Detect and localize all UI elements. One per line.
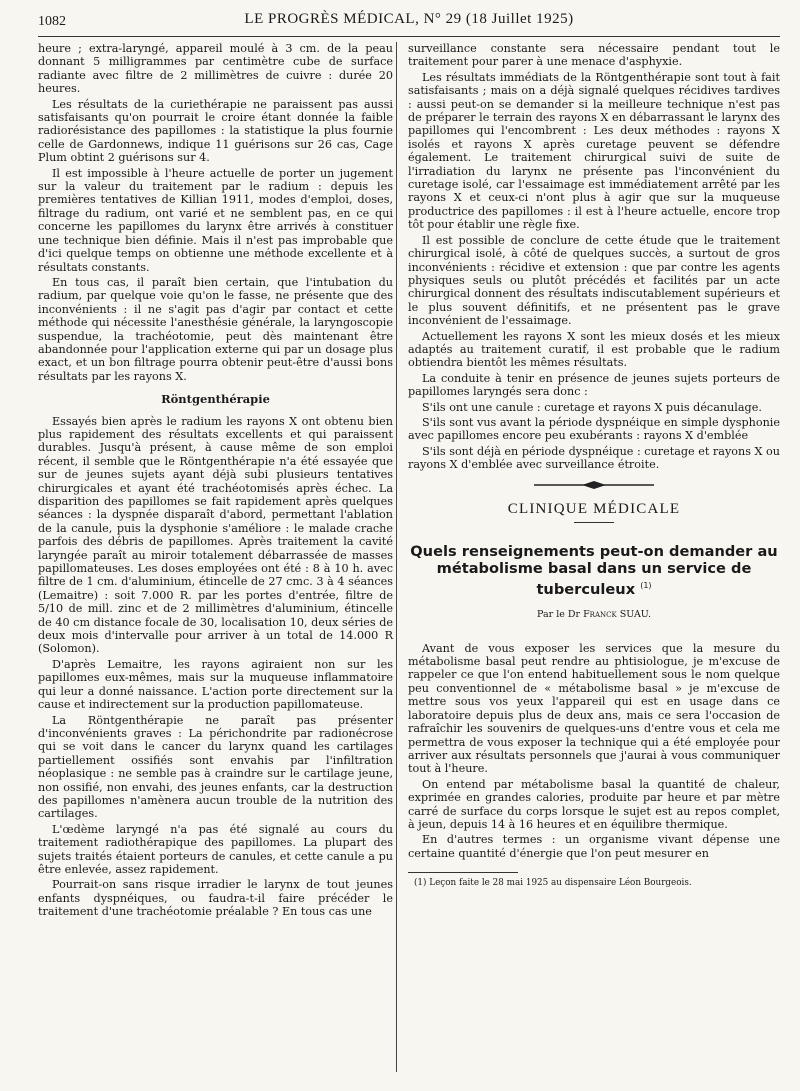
paragraph: Avant de vous exposer les services que la mesure du métabolisme basal peut rendre au phtisiologue, je m'excuse de rappeler ce que l'on entend habituellement sous le nom quelque peu conventionnel de « métabolisme basal » je m'excuse de mettre sous vos yeux l'appareil qui est en usage dans ce laboratoire depuis plus de deux ans, mais ce sera l'occasion de rafraîchir les souvenirs de quelques-uns d'entre vous et cela me permettra de vous exposer la technique qui a été employée pour arriver aux résultats personnels que j'aurai à vous communiquer tout à l'heure.: [408, 641, 780, 776]
paragraph: Essayés bien après le radium les rayons X ont obtenu bien plus rapidement des résultats excellents et qui paraissent durables. Jusqu'à présent, à cause même de son emploi récent, il semble que le Röntgenthérapie n'a été essayée que sur de jeunes sujets ayant déjà subi plusieurs tentatives chirurgicales et ayant été trachéotomisés après échec. La disparition des papillomes se fait rapidement après quelques séances : la dyspnée disparaît d'abord, permettant l'ablation de la canule, puis la dysphonie s'améliore : le malade crache parfois des débris de papillomes. Après traitement la cavité laryngée paraît au miroir totalement débarrassée de masses papillomateuses. Les doses employées ont été : 8 à 10 h. avec filtre de 1 cm. d'aluminium, étincelle de 27 cmc. 3 à 4 séances (Lemaitre) : soit 7.000 R. par les portes d'entrée, filtre de 5/10 de mill. zinc et de 2 millimètres d'aluminium, étincelle de 40 cm distance focale de 30, localisation 10, deux séries de deux mois d'intervalle pour arriver à un total de 14.000 R (Solomon).: [38, 414, 393, 656]
article-title: [408, 543, 780, 598]
footnote-marker: (1): [640, 581, 652, 591]
subheading-rontgentherapie: Röntgenthérapie: [161, 392, 270, 407]
right-column: [408, 42, 780, 891]
page-number: 1082: [38, 14, 66, 29]
column-divider: [396, 42, 397, 1072]
paragraph: S'ils sont vus avant la période dyspnéique en simple dysphonie avec papillomes encore peu exubérants : rayons X d'emblée: [408, 415, 780, 443]
paragraph: S'ils ont une canule : curetage et rayons X puis décanulage.: [422, 400, 762, 414]
paragraph: Pourrait-on sans risque irradier le larynx de tout jeunes enfants dyspnéiques, ou faudra-t-il faire précéder le traitement d'une trachéotomie préalable ? En tous cas une: [38, 878, 393, 919]
author-name: Franck SUAU.: [583, 609, 651, 621]
byline-prefix: Par le Dr: [537, 609, 581, 621]
section-rule: [574, 522, 614, 523]
paragraph: Il est possible de conclure de cette étude que le traitement chirurgical isolé, à côté de quelques succès, a surtout de gros inconvénients : récidive et extension : que par contre les agents physiques seuls ou plutôt précédés et facilités par un acte chirurgical donnent des résultats indiscutablement supérieurs et le plus souvent définitifs, et ne présentent pas le grave inconvénient de l'essaimage.: [408, 233, 780, 328]
paragraph: En d'autres termes : un organisme vivant dépense une certaine quantité d'énergie que l'on peut mesurer en: [408, 833, 780, 860]
section-heading: CLINIQUE MÉDICALE: [507, 501, 681, 517]
paragraph: La Röntgenthérapie ne paraît pas présenter d'inconvénients graves : La périchondrite par radionécrose qui se voit dans le cancer du larynx quand les cartilages partiellement ossifiés sont envahis par l'infiltration néoplasique : ne semble pas à craindre sur le cartilage jeune, non ossifié, non envahi, des jeunes enfants, car la destruction des papillomes n'amènera aucun trouble de la nutrition des cartilages.: [38, 713, 393, 821]
header-rule: [38, 36, 780, 37]
article-title-text: Quels renseignements peut-on demander au métabolisme basal dans un service de tuberculeux: [410, 543, 778, 599]
journal-title: LE PROGRÈS MÉDICAL, N° 29 (18 Juillet 1925): [244, 11, 574, 27]
paragraph: On entend par métabolisme basal la quantité de chaleur, exprimée en grandes calories, produite par heure et par mètre carré de surface du corps lorsque le sujet est au repos complet, à jeun, depuis 14 à 16 heures et en équilibre thermique.: [408, 777, 780, 831]
paragraph: En tous cas, il paraît bien certain, que l'intubation du radium, par quelque voie qu'on le fasse, ne présente que des inconvénients : il ne s'agit pas d'agir par contact et cette méthode qui nécessite l'anesthésie générale, la laryngoscopie suspendue, la trachéotomie, peut dès maintenant être abandonnée pour l'application externe qui par un dosage plus exact, et un bon filtrage pourra obtenir peut-être d'aussi bons résultats par les rayons X.: [38, 275, 393, 383]
paragraph: D'après Lemaitre, les rayons agiraient non sur les papillomes eux-mêmes, mais sur la muqueuse inflammatoire qui leur a donné naissance. L'action porte directement sur la cause et indirectement sur la production papillomateuse.: [38, 657, 393, 712]
paragraph: surveillance constante sera nécessaire pendant tout le traitement pour parer à une menace d'asphyxie.: [408, 42, 780, 69]
paragraph: S'ils sont déjà en période dyspnéique : curetage et rayons X ou rayons X d'emblée avec surveillance étroite.: [408, 444, 780, 472]
paragraph: Actuellement les rayons X sont les mieux dosés et les mieux adaptés au traitement curatif, il est probable que le radium obtiendra bientôt les mêmes résultats.: [408, 329, 780, 370]
footnote: (1) Leçon faite le 28 mai 1925 au dispensaire Léon Bourgeois.: [414, 878, 692, 889]
footnote-rule: [408, 872, 518, 873]
running-header: [38, 6, 780, 32]
ornament-divider-icon: [408, 480, 780, 493]
paragraph: La conduite à tenir en présence de jeunes sujets porteurs de papillomes laryngés sera donc :: [408, 371, 780, 399]
paragraph: heure ; extra-laryngé, appareil moulé à 3 cm. de la peau donnant 5 milligrammes par centimètre cube de surface radiante avec filtre de 2 millimètres de cuivre : durée 20 heures.: [38, 42, 393, 96]
byline: [408, 608, 780, 621]
paragraph: Il est impossible à l'heure actuelle de porter un jugement sur la valeur du traitement par le radium : depuis les premières tentatives de Killian 1911, modes d'emploi, doses, filtrage du radium, ont varié et ne semblent pas, en ce qui concerne les papillomes du larynx être arrivés à constituer une technique bien définie. Mais il n'est pas improbable que d'ici quelque temps on obtienne une méthode excellente et à résultats constants.: [38, 166, 393, 274]
paragraph: Les résultats immédiats de la Röntgenthérapie sont tout à fait satisfaisants ; mais on a déjà signalé quelques récidives tardives : aussi peut-on se demander si la meilleure technique n'est pas de préparer le terrain des rayons X en débarrassant le larynx des papillomes qui l'encombrent : Les deux méthodes : rayons X isolés et rayons X après curetage peuvent se défendre également. Le traitement chirurgical suivi de suite de l'irradiation du larynx ne présente pas l'inconvénient du curetage isolé, car l'essaimage est immédiatement arrêté par les rayons X et ceux-ci n'ont plus à agir que sur la muqueuse productrice des papillomes : il est à l'heure actuelle, encore trop tôt pour établir une règle fixe.: [408, 70, 780, 232]
left-column: [38, 42, 393, 921]
paragraph: L'œdème laryngé n'a pas été signalé au cours du traitement radiothérapique des papillomes. La plupart des sujets traités étaient porteurs de canules, et cette canule a pu être enlevée, assez rapidement.: [38, 822, 393, 876]
paragraph: Les résultats de la curiethérapie ne paraissent pas aussi satisfaisants qu'on pourrait le croire étant donnée la faible radiorésistance des papillomes : la statistique la plus fournie celle de Gardonnews, indique 11 guérisons sur 26 cas, Cage Plum obtint 2 guérisons sur 4.: [38, 97, 393, 165]
